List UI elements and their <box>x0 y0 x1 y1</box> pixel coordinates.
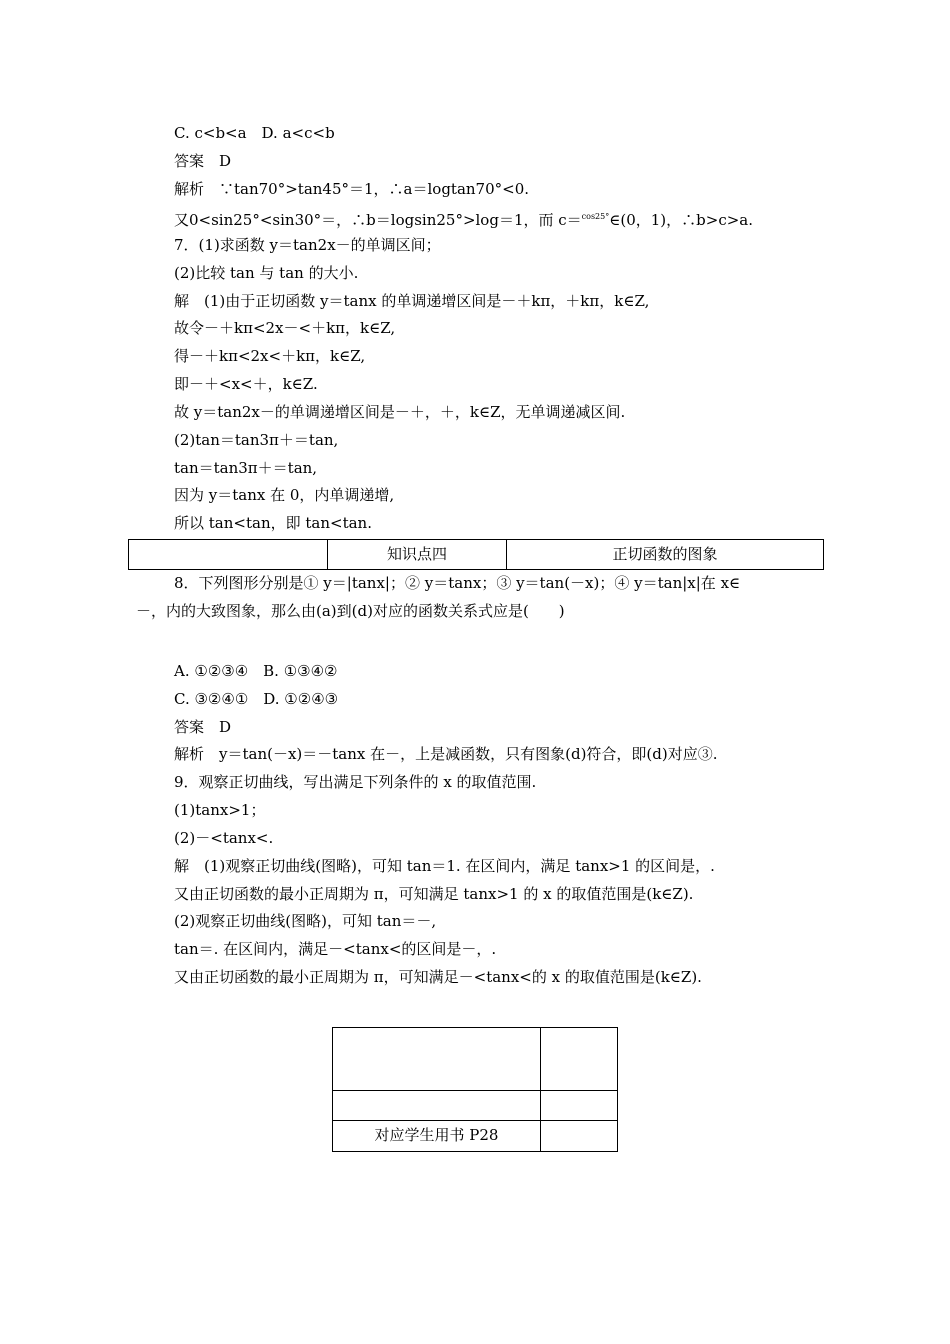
analysis-line: 解析 ∵tan70°>tan45°＝1，∴a＝logtan70°<0. <box>174 180 530 198</box>
analysis-cont-line <box>174 207 753 230</box>
option-c-d-line: C. c<b<a D. a<c<b <box>174 124 335 142</box>
solution-line-7: tan＝tan3π＋＝tan, <box>174 459 318 477</box>
question-9-part1: (1)tanx>1； <box>174 801 266 819</box>
footer-table-label: 对应学生用书 P28 <box>374 1126 499 1144</box>
solution-line-8: 因为 y＝tanx 在 0，内单调递增, <box>174 486 395 504</box>
section-title: 正切函数的图象 <box>612 545 718 563</box>
solution-line-3: 得－＋kπ<2x<＋kπ，k∈Z, <box>174 347 366 365</box>
analysis-cont-text-b: ∈(0，1)，∴b>c>a. <box>609 211 753 229</box>
footer-table-row-line-2 <box>332 1120 618 1121</box>
answer-line: 答案 D <box>174 152 232 170</box>
question-8-line: 8．下列图形分别是① y＝|tanx|；② y＝tanx；③ y＝tan(－x)；④ y＝tan|x|在 x∈ <box>174 574 741 592</box>
analysis-cont-text-a: 又0<sin25°<sin30°＝，∴b＝logsin25°>log＝1，而 c＝ <box>174 211 582 229</box>
question-9-part2: (2)－<tanx<. <box>174 829 274 847</box>
solution-line-4: 即－＋<x<＋，k∈Z. <box>174 375 318 393</box>
solution-line-9: 所以 tan<tan，即 tan<tan. <box>174 514 372 532</box>
solution-line-2: 故令－＋kπ<2x－<＋kπ，k∈Z, <box>174 319 396 337</box>
question-7-line: 7．(1)求函数 y＝tan2x－的单调区间； <box>174 236 441 254</box>
option-a-b-line: A. ①②③④ B. ①③④② <box>174 662 338 680</box>
solution-9-line-2: 又由正切函数的最小正周期为 π，可知满足 tanx>1 的 x 的取值范围是(k∈Z). <box>174 885 694 903</box>
option-c-d-line-2: C. ③②④① D. ①②④③ <box>174 690 339 708</box>
solution-line-5: 故 y＝tan2x－的单调递增区间是－＋，＋，k∈Z，无单调递减区间. <box>174 403 626 421</box>
solution-9-line-4: tan＝. 在区间内，满足－<tanx<的区间是－，. <box>174 940 497 958</box>
solution-9-line-5: 又由正切函数的最小正周期为 π，可知满足－<tanx<的 x 的取值范围是(k∈Z). <box>174 968 702 986</box>
section-label: 知识点四 <box>386 545 447 563</box>
solution-9-line-1: 解 (1)观察正切曲线(图略)，可知 tan＝1. 在区间内，满足 tanx>1 的区间是，. <box>174 857 715 875</box>
cos-exponent: cos25° <box>581 212 610 221</box>
question-8-cont: －，内的大致图象，那么由(a)到(d)对应的函数关系式应是( ) <box>136 602 565 620</box>
analysis-line-2: 解析 y＝tan(－x)＝－tanx 在－，上是减函数，只有图象(d)符合，即(d)对应③. <box>174 745 718 763</box>
question-9-line: 9．观察正切曲线，写出满足下列条件的 x 的取值范围. <box>174 773 537 791</box>
solution-9-line-3: (2)观察正切曲线(图略)，可知 tan＝－, <box>174 912 437 930</box>
solution-line-6: (2)tan＝tan3π＋＝tan, <box>174 431 339 449</box>
question-7-part2: (2)比较 tan 与 tan 的大小. <box>174 264 359 282</box>
footer-table-row-line-1 <box>332 1090 618 1091</box>
answer-line-2: 答案 D <box>174 718 232 736</box>
solution-line-1: 解 (1)由于正切函数 y＝tanx 的单调递增区间是－＋kπ，＋kπ，k∈Z, <box>174 292 650 310</box>
